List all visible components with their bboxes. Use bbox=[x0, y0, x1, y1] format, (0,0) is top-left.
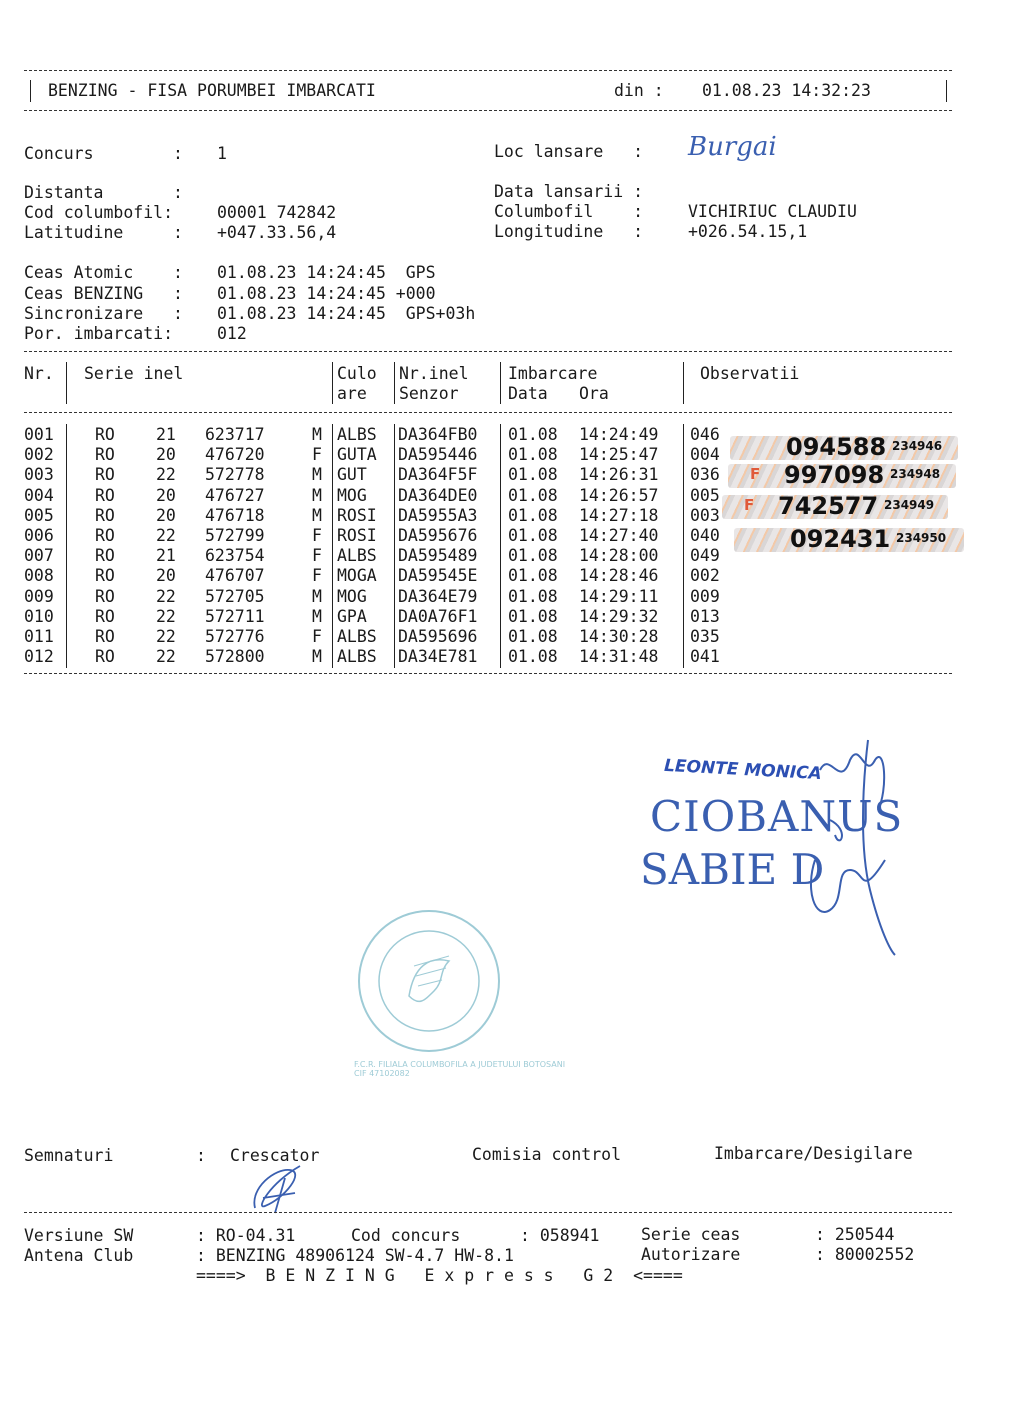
cell-country: RO bbox=[95, 505, 115, 525]
col-sep bbox=[394, 362, 395, 404]
handwriting-ciobanus: CIOBANUS bbox=[650, 792, 904, 841]
columbofil-label: Columbofil : bbox=[494, 202, 644, 221]
cell-ring: 572776 bbox=[205, 627, 265, 646]
sincronizare-label: Sincronizare : bbox=[24, 304, 183, 323]
cell-time: 14:29:32 bbox=[579, 606, 659, 626]
cell-sex: M bbox=[312, 606, 322, 626]
cell-sensor: DA34E781 bbox=[398, 647, 478, 667]
comisia-label: Comisia control bbox=[472, 1145, 622, 1164]
ceas-benzing-value: 01.08.23 14:24:45 +000 bbox=[217, 284, 436, 303]
serie-ceas-value: : 250544 bbox=[815, 1225, 895, 1244]
cell-ring: 572800 bbox=[205, 647, 265, 667]
sticker-letter: F bbox=[744, 496, 755, 514]
latitudine-value: +047.33.56,4 bbox=[217, 223, 337, 242]
cell-time: 14:27:18 bbox=[579, 505, 659, 525]
cell-sex: M bbox=[312, 465, 322, 485]
cell-color: MOG bbox=[337, 485, 367, 505]
cell-year: 22 bbox=[156, 586, 176, 606]
cell-nr: 003 bbox=[24, 465, 54, 485]
ceas-atomic-value: 01.08.23 14:24:45 GPS bbox=[217, 263, 436, 282]
cell-obs: 036 bbox=[690, 465, 720, 485]
cell-nr: 008 bbox=[24, 566, 54, 586]
cell-country: RO bbox=[95, 465, 115, 485]
ceas-benzing-label: Ceas BENZING : bbox=[24, 284, 183, 303]
cell-sex: F bbox=[312, 566, 322, 586]
cell-obs: 009 bbox=[690, 586, 720, 606]
longitudine-value: +026.54.15,1 bbox=[688, 222, 808, 241]
cell-nr: 007 bbox=[24, 546, 54, 566]
semnaturi-colon: : bbox=[196, 1146, 206, 1165]
cell-color: ROSI bbox=[337, 505, 377, 525]
seal-text: F.C.R. FILIALA COLUMBOFILA A JUDETULUI BOTOSANI CIF 47102082 bbox=[354, 1060, 566, 1078]
cell-sensor: DA59545E bbox=[398, 566, 478, 586]
cell-time: 14:27:40 bbox=[579, 526, 659, 545]
cell-year: 21 bbox=[156, 425, 176, 444]
cell-obs: 046 bbox=[690, 425, 720, 444]
header-rule bbox=[24, 110, 952, 111]
col-sep bbox=[66, 424, 67, 668]
serie-ceas-label: Serie ceas bbox=[641, 1225, 741, 1244]
cell-sensor: DA364FB0 bbox=[398, 425, 478, 444]
cell-sensor: DA595676 bbox=[398, 526, 478, 545]
cell-country: RO bbox=[95, 586, 115, 606]
cell-nr: 011 bbox=[24, 627, 54, 646]
cell-sensor: DA364DE0 bbox=[398, 485, 478, 505]
cell-time: 14:28:00 bbox=[579, 546, 659, 566]
cell-nr: 010 bbox=[24, 606, 54, 626]
col-sep bbox=[332, 424, 333, 668]
ring-sticker bbox=[728, 461, 956, 489]
por-imbarcati-value: 012 bbox=[217, 324, 247, 343]
ceas-atomic-label: Ceas Atomic : bbox=[24, 263, 183, 282]
cell-sex: M bbox=[312, 586, 322, 606]
cell-sensor: DA595489 bbox=[398, 546, 478, 566]
distanta-label: Distanta : bbox=[24, 183, 183, 202]
sticker-serial: 234946 bbox=[892, 439, 943, 453]
club-seal-icon bbox=[354, 906, 504, 1056]
cell-color: MOGA bbox=[337, 566, 377, 586]
col-sep bbox=[683, 424, 684, 668]
cell-date: 01.08 bbox=[508, 546, 558, 566]
col-sep bbox=[500, 424, 501, 668]
semnaturi-label: Semnaturi bbox=[24, 1146, 114, 1165]
col-sep bbox=[394, 424, 395, 668]
col-header-observatii: Observatii bbox=[700, 364, 800, 383]
col-header-serie: Serie inel bbox=[84, 364, 184, 383]
cell-time: 14:26:57 bbox=[579, 485, 659, 505]
cell-sex: M bbox=[312, 485, 322, 505]
cell-country: RO bbox=[95, 546, 115, 566]
table-top-rule bbox=[24, 351, 952, 352]
col-header-nrinel-1: Nr.inel bbox=[399, 364, 469, 383]
ring-sticker bbox=[730, 433, 958, 461]
col-header-culoare-2: are bbox=[337, 384, 367, 403]
cell-date: 01.08 bbox=[508, 485, 558, 505]
cell-country: RO bbox=[95, 606, 115, 626]
cell-time: 14:28:46 bbox=[579, 566, 659, 586]
col-header-imbarcare: Imbarcare bbox=[508, 364, 598, 383]
cell-year: 22 bbox=[156, 606, 176, 626]
print-datetime: 01.08.23 14:32:23 bbox=[702, 81, 871, 100]
cell-date: 01.08 bbox=[508, 505, 558, 525]
cell-obs: 040 bbox=[690, 526, 720, 545]
cod-concurs-label: Cod concurs bbox=[351, 1226, 461, 1245]
ring-sticker bbox=[722, 492, 948, 520]
cod-concurs-value: : 058941 bbox=[520, 1226, 600, 1245]
sticker-ring-number: 094588 bbox=[786, 433, 887, 461]
top-rule bbox=[24, 70, 952, 71]
cell-color: GUT bbox=[337, 465, 367, 485]
cell-ring: 476727 bbox=[205, 485, 265, 505]
cell-date: 01.08 bbox=[508, 566, 558, 586]
cell-sex: M bbox=[312, 425, 322, 444]
cell-obs: 005 bbox=[690, 485, 720, 505]
cell-obs: 013 bbox=[690, 606, 720, 626]
table-header-rule bbox=[24, 412, 952, 413]
cell-sensor: DA364F5F bbox=[398, 465, 478, 485]
col-header-ora: Ora bbox=[579, 384, 609, 403]
cell-color: ALBS bbox=[337, 425, 377, 444]
cell-date: 01.08 bbox=[508, 526, 558, 545]
cell-sex: M bbox=[312, 647, 322, 667]
cell-date: 01.08 bbox=[508, 465, 558, 485]
col-sep bbox=[500, 362, 501, 404]
cell-time: 14:25:47 bbox=[579, 445, 659, 465]
cell-obs: 004 bbox=[690, 445, 720, 465]
cell-date: 01.08 bbox=[508, 445, 558, 465]
stamp-leonte-monica: LEONTE MONICA bbox=[663, 755, 823, 785]
cell-country: RO bbox=[95, 445, 115, 465]
cell-nr: 001 bbox=[24, 425, 54, 444]
cell-color: ALBS bbox=[337, 546, 377, 566]
cell-country: RO bbox=[95, 566, 115, 586]
cell-ring: 476718 bbox=[205, 505, 265, 525]
cell-year: 22 bbox=[156, 647, 176, 667]
cell-ring: 623717 bbox=[205, 425, 265, 444]
cell-obs: 002 bbox=[690, 566, 720, 586]
cell-time: 14:30:28 bbox=[579, 627, 659, 646]
cell-color: GUTA bbox=[337, 445, 377, 465]
cell-nr: 012 bbox=[24, 647, 54, 667]
cell-nr: 006 bbox=[24, 526, 54, 545]
cell-time: 14:26:31 bbox=[579, 465, 659, 485]
cell-date: 01.08 bbox=[508, 606, 558, 626]
ring-sticker bbox=[734, 525, 964, 553]
sticker-ring-number: 092431 bbox=[790, 525, 891, 553]
cell-nr: 002 bbox=[24, 445, 54, 465]
cell-country: RO bbox=[95, 627, 115, 646]
footer-rule bbox=[24, 1212, 952, 1213]
cell-year: 21 bbox=[156, 546, 176, 566]
cell-sensor: DA595446 bbox=[398, 445, 478, 465]
handwriting-sabie: SABIE D bbox=[640, 845, 825, 894]
cell-nr: 009 bbox=[24, 586, 54, 606]
cell-ring: 572778 bbox=[205, 465, 265, 485]
din-label: din : bbox=[614, 81, 664, 100]
header-right-bar bbox=[946, 80, 947, 102]
sticker-ring-number: 997098 bbox=[784, 461, 885, 489]
cell-sex: F bbox=[312, 445, 322, 465]
cell-color: ALBS bbox=[337, 627, 377, 646]
cell-year: 22 bbox=[156, 526, 176, 545]
signature-scribble-icon bbox=[790, 730, 910, 960]
document-title: BENZING - FISA PORUMBEI IMBARCATI bbox=[48, 81, 376, 100]
col-sep bbox=[683, 362, 684, 404]
cell-sex: F bbox=[312, 546, 322, 566]
col-header-nr: Nr. bbox=[24, 364, 54, 383]
cell-sensor: DA5955A3 bbox=[398, 505, 478, 525]
cell-ring: 572711 bbox=[205, 606, 265, 626]
sticker-letter: F bbox=[750, 465, 761, 483]
cell-obs: 041 bbox=[690, 647, 720, 667]
crescator-signature-icon bbox=[245, 1158, 315, 1218]
cell-year: 20 bbox=[156, 505, 176, 525]
col-sep bbox=[66, 362, 67, 404]
cell-sensor: DA364E79 bbox=[398, 586, 478, 606]
col-header-culoare-1: Culo bbox=[337, 364, 377, 383]
cell-year: 22 bbox=[156, 465, 176, 485]
cell-sensor: DA595696 bbox=[398, 627, 478, 646]
latitudine-label: Latitudine : bbox=[24, 223, 183, 242]
cell-country: RO bbox=[95, 647, 115, 667]
cod-columbofil-value: 00001 742842 bbox=[217, 203, 337, 222]
longitudine-label: Longitudine : bbox=[494, 222, 644, 241]
cell-date: 01.08 bbox=[508, 425, 558, 444]
cell-color: ALBS bbox=[337, 647, 377, 667]
sticker-ring-number: 742577 bbox=[778, 492, 879, 520]
cell-country: RO bbox=[95, 526, 115, 545]
sticker-serial: 234948 bbox=[890, 467, 941, 481]
columbofil-value: VICHIRIUC CLAUDIU bbox=[688, 202, 857, 221]
versiune-sw-label: Versiune SW bbox=[24, 1226, 134, 1245]
cell-year: 20 bbox=[156, 566, 176, 586]
cell-color: ROSI bbox=[337, 526, 377, 545]
cell-time: 14:31:48 bbox=[579, 647, 659, 667]
cell-obs: 035 bbox=[690, 627, 720, 646]
table-bottom-rule bbox=[24, 673, 952, 674]
cell-sex: F bbox=[312, 526, 322, 545]
imbarcare-desigilare-label: Imbarcare/Desigilare bbox=[714, 1144, 913, 1163]
col-header-data: Data bbox=[508, 384, 548, 403]
cell-obs: 049 bbox=[690, 546, 720, 566]
loc-lansare-label: Loc lansare : bbox=[494, 142, 644, 161]
sincronizare-value: 01.08.23 14:24:45 GPS+03h bbox=[217, 304, 476, 323]
cell-time: 14:24:49 bbox=[579, 425, 659, 444]
concurs-label: Concurs : bbox=[24, 144, 183, 163]
data-lansarii-label: Data lansarii : bbox=[494, 182, 644, 201]
antena-club-value: : BENZING 48906124 SW-4.7 HW-8.1 bbox=[196, 1246, 514, 1265]
crescator-label: Crescator bbox=[230, 1146, 320, 1165]
sticker-serial: 234950 bbox=[896, 531, 947, 545]
autorizare-label: Autorizare bbox=[641, 1245, 741, 1264]
autorizare-value: : 80002552 bbox=[815, 1245, 915, 1264]
loc-lansare-handwritten: Burgai bbox=[688, 132, 777, 162]
sticker-serial: 234949 bbox=[884, 498, 935, 512]
concurs-value: 1 bbox=[217, 144, 227, 163]
cell-ring: 476707 bbox=[205, 566, 265, 586]
cell-time: 14:29:11 bbox=[579, 586, 659, 606]
versiune-sw-value: : RO-04.31 bbox=[196, 1226, 296, 1245]
cell-sex: M bbox=[312, 505, 322, 525]
cell-obs: 003 bbox=[690, 505, 720, 525]
col-sep bbox=[332, 362, 333, 404]
cell-nr: 005 bbox=[24, 505, 54, 525]
col-header-nrinel-2: Senzor bbox=[399, 384, 459, 403]
cell-sensor: DA0A76F1 bbox=[398, 606, 478, 626]
cell-sex: F bbox=[312, 627, 322, 646]
cell-country: RO bbox=[95, 485, 115, 505]
cell-color: MOG bbox=[337, 586, 367, 606]
cell-date: 01.08 bbox=[508, 586, 558, 606]
cell-color: GPA bbox=[337, 606, 367, 626]
por-imbarcati-label: Por. imbarcati: bbox=[24, 324, 174, 343]
cell-year: 20 bbox=[156, 445, 176, 465]
cod-columbofil-label: Cod columbofil: bbox=[24, 203, 174, 222]
cell-date: 01.08 bbox=[508, 627, 558, 646]
antena-club-label: Antena Club bbox=[24, 1246, 134, 1265]
cell-nr: 004 bbox=[24, 485, 54, 505]
benzing-banner: ====> B E N Z I N G E x p r e s s G 2 <==== bbox=[196, 1266, 683, 1285]
cell-year: 22 bbox=[156, 627, 176, 646]
header-left-bar bbox=[30, 80, 31, 102]
cell-ring: 572705 bbox=[205, 586, 265, 606]
cell-ring: 623754 bbox=[205, 546, 265, 566]
cell-date: 01.08 bbox=[508, 647, 558, 667]
cell-country: RO bbox=[95, 425, 115, 444]
cell-ring: 476720 bbox=[205, 445, 265, 465]
cell-ring: 572799 bbox=[205, 526, 265, 545]
cell-year: 20 bbox=[156, 485, 176, 505]
